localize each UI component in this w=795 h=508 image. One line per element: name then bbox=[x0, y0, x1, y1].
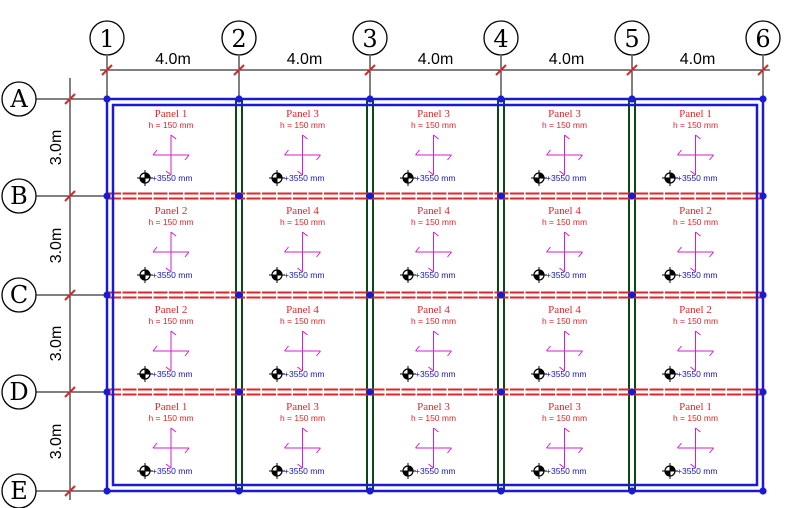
row-spacing-label: 3.0m bbox=[48, 129, 65, 166]
column-node bbox=[366, 192, 373, 199]
column-spacing-label: 4.0m bbox=[417, 51, 454, 68]
span-arrow-head bbox=[303, 135, 308, 139]
elevation-marker-quadrant bbox=[539, 270, 544, 275]
column-grid-bubble bbox=[353, 21, 387, 55]
panel-thickness-label: h = 150 mm bbox=[410, 120, 457, 130]
panel-thickness-label: h = 150 mm bbox=[672, 413, 719, 423]
slab-panel bbox=[400, 304, 456, 382]
panel-thickness-label: h = 150 mm bbox=[541, 316, 588, 326]
slab-panel bbox=[269, 205, 325, 283]
column-node bbox=[103, 487, 110, 494]
span-arrow-head bbox=[547, 150, 551, 155]
panel-elevation-label: +3550 mm bbox=[284, 369, 325, 379]
column-node bbox=[759, 95, 766, 102]
span-arrow-head bbox=[696, 331, 701, 335]
row-grid-label: B bbox=[10, 182, 28, 210]
span-arrow-head bbox=[434, 331, 439, 335]
column-node bbox=[366, 388, 373, 395]
grid-bubble-layer bbox=[2, 21, 780, 508]
panel-elevation-label: +3550 mm bbox=[677, 270, 718, 280]
column-node bbox=[628, 291, 635, 298]
elevation-marker-quadrant bbox=[272, 275, 277, 280]
span-arrow-head bbox=[171, 331, 176, 335]
row-grid-bubble bbox=[2, 179, 36, 213]
span-arrow-head bbox=[579, 155, 583, 160]
elevation-marker-quadrant bbox=[408, 270, 413, 275]
elevation-marker-quadrant bbox=[277, 466, 282, 471]
panel-name-label: Panel 4 bbox=[286, 304, 319, 316]
row-grid-bubble bbox=[2, 474, 36, 508]
span-arrow-head bbox=[185, 351, 189, 356]
row-grid-bubble bbox=[2, 82, 36, 116]
elevation-marker-icon bbox=[400, 170, 416, 186]
elevation-marker-quadrant bbox=[670, 173, 675, 178]
row-spacing-label: 3.0m bbox=[48, 227, 65, 264]
column-node bbox=[366, 291, 373, 298]
panel-thickness-label: h = 150 mm bbox=[279, 316, 326, 326]
slab-panel bbox=[531, 304, 587, 382]
elevation-marker-quadrant bbox=[272, 471, 277, 476]
panel-elevation-label: +3550 mm bbox=[546, 270, 587, 280]
elevation-marker-quadrant bbox=[140, 471, 145, 476]
column-grid-label: 4 bbox=[493, 25, 509, 53]
slab-panel bbox=[137, 304, 194, 382]
span-arrow-head bbox=[565, 232, 570, 236]
panel-name-label: Panel 3 bbox=[286, 108, 319, 120]
span-arrow-head bbox=[434, 232, 439, 236]
column-node bbox=[497, 95, 504, 102]
elevation-marker-quadrant bbox=[403, 275, 408, 280]
slab-panel bbox=[137, 401, 194, 479]
panel-elevation-label: +3550 mm bbox=[152, 270, 193, 280]
panel-elevation-label: +3550 mm bbox=[152, 466, 193, 476]
column-node bbox=[366, 487, 373, 494]
column-node bbox=[497, 192, 504, 199]
panel-elevation-label: +3550 mm bbox=[677, 369, 718, 379]
span-arrow-head bbox=[696, 135, 701, 139]
row-grid-label: D bbox=[9, 378, 29, 406]
span-arrow-head bbox=[416, 150, 420, 155]
span-arrow-head bbox=[185, 448, 189, 453]
row-grid-label: C bbox=[9, 281, 29, 309]
span-arrow-head bbox=[171, 232, 176, 236]
elevation-marker-quadrant bbox=[670, 270, 675, 275]
span-arrow-head bbox=[678, 443, 682, 448]
span-arrow-head bbox=[710, 351, 714, 356]
elevation-marker-quadrant bbox=[277, 369, 282, 374]
elevation-marker-quadrant bbox=[403, 374, 408, 379]
elevation-marker-icon bbox=[400, 267, 416, 283]
elevation-marker-icon bbox=[269, 463, 285, 479]
column-node bbox=[235, 95, 242, 102]
panel-elevation-label: +3550 mm bbox=[415, 466, 456, 476]
column-node bbox=[759, 192, 766, 199]
span-arrow-head bbox=[448, 351, 452, 356]
slab-panel bbox=[531, 205, 587, 283]
column-grid-label: 1 bbox=[99, 25, 115, 53]
column-spacing-label: 4.0m bbox=[548, 51, 585, 68]
column-grid-bubble bbox=[484, 21, 518, 55]
panel-name-label: Panel 3 bbox=[548, 401, 581, 413]
column-node bbox=[103, 291, 110, 298]
panel-name-label: Panel 4 bbox=[548, 304, 581, 316]
panel-name-label: Panel 4 bbox=[548, 205, 581, 217]
panel-thickness-label: h = 150 mm bbox=[279, 413, 326, 423]
elevation-marker-icon bbox=[400, 463, 416, 479]
elevation-marker-icon bbox=[269, 267, 285, 283]
panel-elevation-label: +3550 mm bbox=[415, 173, 456, 183]
panel-elevation-label: +3550 mm bbox=[284, 270, 325, 280]
slab-panel bbox=[662, 108, 718, 186]
elevation-marker-quadrant bbox=[145, 369, 150, 374]
panel-thickness-label: h = 150 mm bbox=[279, 217, 326, 227]
span-arrow-head bbox=[579, 351, 583, 356]
panel-name-label: Panel 3 bbox=[417, 108, 450, 120]
panel-name-label: Panel 2 bbox=[154, 205, 188, 217]
elevation-marker-quadrant bbox=[665, 178, 670, 183]
span-arrow-head bbox=[185, 155, 189, 160]
slab-panel bbox=[269, 304, 325, 382]
elevation-marker-quadrant bbox=[665, 471, 670, 476]
elevation-marker-quadrant bbox=[403, 471, 408, 476]
span-arrow-head bbox=[448, 155, 452, 160]
slab-panel bbox=[400, 401, 456, 479]
elevation-marker-quadrant bbox=[665, 275, 670, 280]
elevation-marker-quadrant bbox=[539, 369, 544, 374]
elevation-marker-icon bbox=[531, 267, 547, 283]
slab-panel bbox=[137, 108, 194, 186]
elevation-marker-icon bbox=[400, 366, 416, 382]
row-grid-bubble bbox=[2, 278, 36, 312]
span-arrow-head bbox=[171, 428, 176, 432]
span-arrow-head bbox=[303, 331, 308, 335]
span-arrow-head bbox=[285, 150, 289, 155]
span-arrow-head bbox=[448, 448, 452, 453]
panel-thickness-label: h = 150 mm bbox=[410, 316, 457, 326]
span-arrow-head bbox=[565, 135, 570, 139]
column-node bbox=[103, 95, 110, 102]
panel-thickness-label: h = 150 mm bbox=[279, 120, 326, 130]
slab-panel bbox=[662, 205, 718, 283]
elevation-marker-quadrant bbox=[277, 173, 282, 178]
slab-panel bbox=[269, 108, 325, 186]
panel-name-label: Panel 1 bbox=[154, 108, 188, 120]
span-arrow-head bbox=[710, 448, 714, 453]
elevation-marker-quadrant bbox=[534, 275, 539, 280]
panel-thickness-label: h = 150 mm bbox=[541, 413, 588, 423]
panel-name-label: Panel 3 bbox=[417, 401, 450, 413]
span-arrow-head bbox=[153, 150, 157, 155]
span-arrow-head bbox=[317, 448, 321, 453]
elevation-marker-icon bbox=[531, 463, 547, 479]
span-arrow-head bbox=[434, 428, 439, 432]
span-arrow-head bbox=[153, 443, 157, 448]
column-node bbox=[497, 487, 504, 494]
elevation-marker-icon bbox=[269, 170, 285, 186]
panel-name-label: Panel 1 bbox=[679, 401, 712, 413]
elevation-marker-icon bbox=[531, 366, 547, 382]
slab-panel bbox=[662, 401, 718, 479]
panel-elevation-label: +3550 mm bbox=[546, 173, 587, 183]
panel-name-label: Panel 2 bbox=[679, 205, 712, 217]
column-grid-bubble bbox=[222, 21, 256, 55]
panel-elevation-label: +3550 mm bbox=[677, 466, 718, 476]
elevation-marker-quadrant bbox=[140, 275, 145, 280]
panel-elevation-label: +3550 mm bbox=[152, 173, 193, 183]
span-arrow-head bbox=[285, 443, 289, 448]
span-arrow-head bbox=[678, 346, 682, 351]
elevation-marker-quadrant bbox=[272, 178, 277, 183]
span-arrow-head bbox=[547, 247, 551, 252]
panel-elevation-label: +3550 mm bbox=[152, 369, 193, 379]
elevation-marker-icon bbox=[269, 366, 285, 382]
elevation-marker-quadrant bbox=[534, 178, 539, 183]
span-arrow-head bbox=[317, 252, 321, 257]
elevation-marker-quadrant bbox=[145, 270, 150, 275]
span-arrow-head bbox=[579, 252, 583, 257]
column-node bbox=[759, 291, 766, 298]
span-arrow-head bbox=[303, 232, 308, 236]
column-node bbox=[628, 192, 635, 199]
span-arrow-head bbox=[285, 346, 289, 351]
column-spacing-label: 4.0m bbox=[286, 51, 323, 68]
elevation-marker-quadrant bbox=[272, 374, 277, 379]
column-grid-bubble bbox=[615, 21, 649, 55]
panel-thickness-label: h = 150 mm bbox=[672, 217, 719, 227]
column-node bbox=[759, 487, 766, 494]
panel-elevation-label: +3550 mm bbox=[284, 466, 325, 476]
elevation-marker-quadrant bbox=[140, 178, 145, 183]
column-node bbox=[497, 291, 504, 298]
column-grid-label: 2 bbox=[231, 25, 247, 53]
panel-elevation-label: +3550 mm bbox=[546, 369, 587, 379]
perimeter-beam bbox=[107, 99, 763, 491]
span-arrow-head bbox=[285, 247, 289, 252]
span-arrow-head bbox=[678, 150, 682, 155]
elevation-marker-quadrant bbox=[140, 374, 145, 379]
panel-thickness-label: h = 150 mm bbox=[541, 217, 588, 227]
panel-name-label: Panel 3 bbox=[548, 108, 581, 120]
column-node bbox=[497, 388, 504, 395]
panel-name-label: Panel 1 bbox=[679, 108, 712, 120]
span-arrow-head bbox=[317, 155, 321, 160]
slab-panel bbox=[662, 304, 718, 382]
span-arrow-head bbox=[579, 448, 583, 453]
slab-panel bbox=[400, 108, 456, 186]
column-node bbox=[235, 388, 242, 395]
span-arrow-head bbox=[696, 428, 701, 432]
column-grid-label: 6 bbox=[755, 25, 771, 53]
panel-name-label: Panel 4 bbox=[417, 205, 450, 217]
span-arrow-head bbox=[416, 247, 420, 252]
panel-thickness-label: h = 150 mm bbox=[410, 413, 457, 423]
panel-thickness-label: h = 150 mm bbox=[148, 413, 194, 423]
panel-elevation-label: +3550 mm bbox=[284, 173, 325, 183]
span-arrow-head bbox=[547, 346, 551, 351]
column-grid-bubble bbox=[746, 21, 780, 55]
column-grid-label: 5 bbox=[624, 25, 640, 53]
span-arrow-head bbox=[153, 247, 157, 252]
column-node bbox=[628, 95, 635, 102]
elevation-marker-quadrant bbox=[539, 173, 544, 178]
panel-name-label: Panel 1 bbox=[154, 401, 188, 413]
panel-name-label: Panel 4 bbox=[417, 304, 450, 316]
span-arrow-head bbox=[710, 155, 714, 160]
column-grid-label: 3 bbox=[362, 25, 378, 53]
span-arrow-head bbox=[696, 232, 701, 236]
column-spacing-label: 4.0m bbox=[679, 51, 716, 68]
elevation-marker-icon bbox=[137, 267, 153, 283]
column-node bbox=[103, 388, 110, 395]
column-node bbox=[235, 291, 242, 298]
row-grid-label: A bbox=[10, 85, 28, 113]
panel-name-label: Panel 2 bbox=[679, 304, 712, 316]
column-node bbox=[235, 487, 242, 494]
elevation-marker-quadrant bbox=[670, 369, 675, 374]
panel-thickness-label: h = 150 mm bbox=[148, 217, 194, 227]
elevation-marker-quadrant bbox=[534, 471, 539, 476]
span-arrow-head bbox=[434, 135, 439, 139]
column-node bbox=[235, 192, 242, 199]
elevation-marker-quadrant bbox=[408, 466, 413, 471]
panel-elevation-label: +3550 mm bbox=[415, 369, 456, 379]
elevation-marker-icon bbox=[137, 366, 153, 382]
span-arrow-head bbox=[710, 252, 714, 257]
slab-panel bbox=[137, 205, 194, 283]
column-node bbox=[628, 388, 635, 395]
elevation-marker-icon bbox=[662, 267, 678, 283]
span-arrow-head bbox=[678, 247, 682, 252]
row-spacing-label: 3.0m bbox=[48, 423, 65, 460]
panel-thickness-label: h = 150 mm bbox=[541, 120, 588, 130]
column-node bbox=[366, 95, 373, 102]
span-arrow-head bbox=[153, 346, 157, 351]
elevation-marker-icon bbox=[531, 170, 547, 186]
panel-elevation-label: +3550 mm bbox=[415, 270, 456, 280]
span-arrow-head bbox=[547, 443, 551, 448]
slab-panel bbox=[400, 205, 456, 283]
column-node bbox=[103, 192, 110, 199]
slab-panel bbox=[531, 108, 587, 186]
elevation-marker-quadrant bbox=[539, 466, 544, 471]
column-node bbox=[628, 487, 635, 494]
elevation-marker-quadrant bbox=[670, 466, 675, 471]
elevation-marker-quadrant bbox=[665, 374, 670, 379]
elevation-marker-quadrant bbox=[277, 270, 282, 275]
elevation-marker-icon bbox=[662, 170, 678, 186]
span-arrow-head bbox=[416, 346, 420, 351]
column-grid-bubble bbox=[90, 21, 124, 55]
panel-name-label: Panel 3 bbox=[286, 401, 319, 413]
panel-thickness-label: h = 150 mm bbox=[672, 316, 719, 326]
span-arrow-head bbox=[171, 135, 176, 139]
elevation-marker-quadrant bbox=[408, 369, 413, 374]
elevation-marker-icon bbox=[662, 366, 678, 382]
row-grid-label: E bbox=[10, 477, 28, 505]
span-arrow-head bbox=[565, 428, 570, 432]
panel-thickness-label: h = 150 mm bbox=[410, 217, 457, 227]
panel-elevation-label: +3550 mm bbox=[546, 466, 587, 476]
span-arrow-head bbox=[303, 428, 308, 432]
perimeter-beam bbox=[113, 105, 757, 485]
panel-name-label: Panel 2 bbox=[154, 304, 188, 316]
column-node bbox=[759, 388, 766, 395]
span-arrow-head bbox=[416, 443, 420, 448]
row-spacing-label: 3.0m bbox=[48, 325, 65, 362]
panel-thickness-label: h = 150 mm bbox=[672, 120, 719, 130]
elevation-marker-quadrant bbox=[403, 178, 408, 183]
slab-panel bbox=[269, 401, 325, 479]
column-spacing-label: 4.0m bbox=[155, 51, 191, 68]
panel-thickness-label: h = 150 mm bbox=[148, 120, 194, 130]
elevation-marker-icon bbox=[137, 463, 153, 479]
span-arrow-head bbox=[565, 331, 570, 335]
span-arrow-head bbox=[448, 252, 452, 257]
elevation-marker-quadrant bbox=[145, 466, 150, 471]
elevation-marker-quadrant bbox=[145, 173, 150, 178]
elevation-marker-quadrant bbox=[408, 173, 413, 178]
panel-name-label: Panel 4 bbox=[286, 205, 319, 217]
panel-elevation-label: +3550 mm bbox=[677, 173, 718, 183]
panel-thickness-label: h = 150 mm bbox=[148, 316, 194, 326]
slab-panel bbox=[531, 401, 587, 479]
elevation-marker-quadrant bbox=[534, 374, 539, 379]
elevation-marker-icon bbox=[137, 170, 153, 186]
span-arrow-head bbox=[185, 252, 189, 257]
elevation-marker-icon bbox=[662, 463, 678, 479]
row-grid-bubble bbox=[2, 375, 36, 409]
span-arrow-head bbox=[317, 351, 321, 356]
